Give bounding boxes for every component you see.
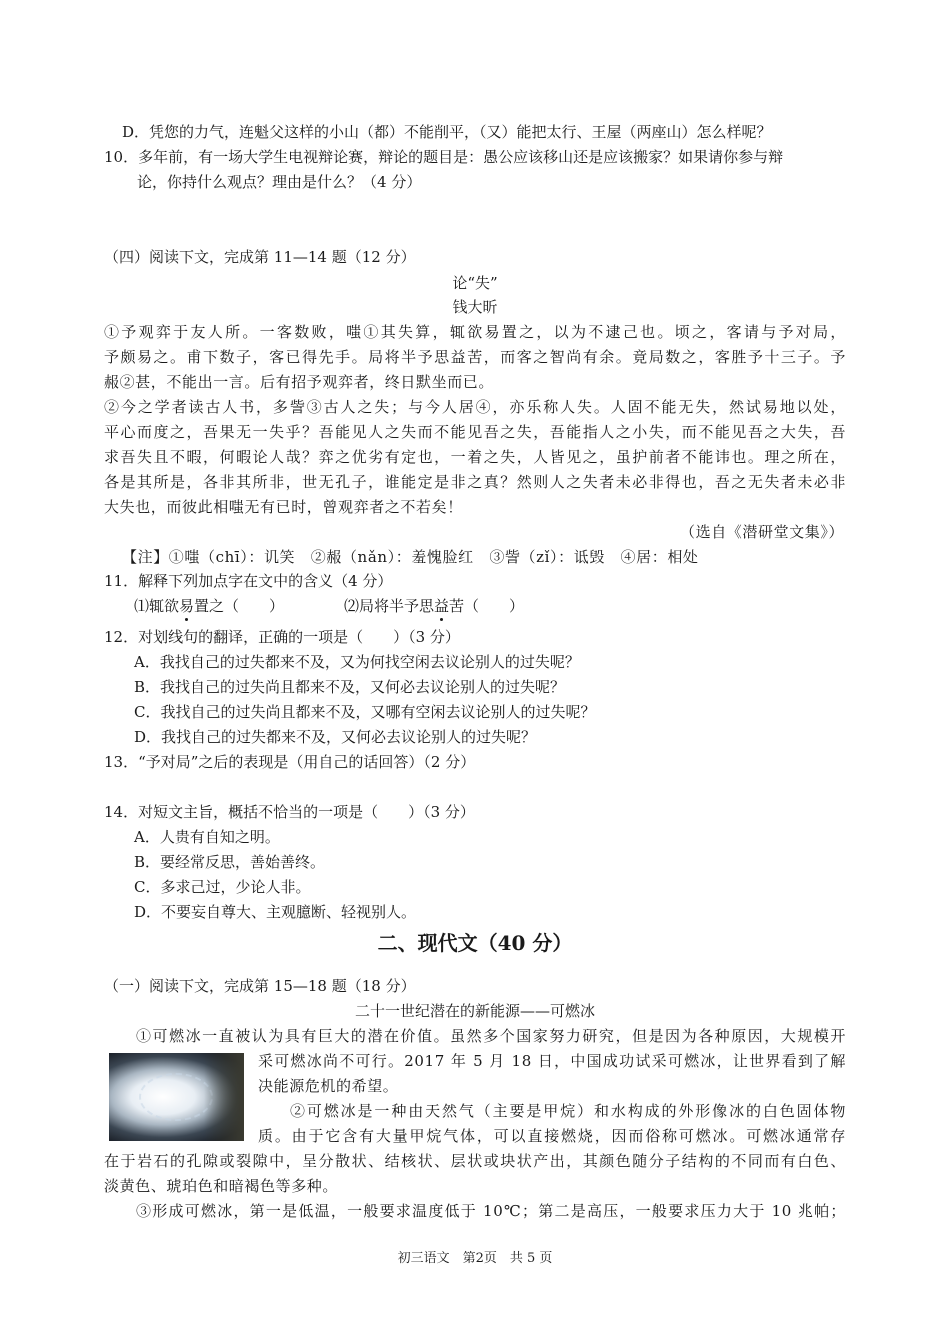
question-12: 12．对划线句的翻译，正确的一项是（ ）（3 分） <box>104 628 460 646</box>
section-2-sub1: （一）阅读下文，完成第 15—18 题（18 分） <box>104 977 416 995</box>
q12-option-a: A．我找自己的过失都来不及，又为何找空闲去议论别人的过失呢？ <box>134 653 580 671</box>
essay-title: 论“失” <box>452 274 498 292</box>
essay-para2-line4: 各是其所是，各非其所非，世无孔子，谁能定是非之真？然则人之失者未必非得也，吾之无失者未必非 <box>104 473 846 491</box>
q14-option-a: A．人贵有自知之明。 <box>134 828 280 846</box>
q11-b-dotted-char: 益 <box>434 597 450 615</box>
question-11: 11．解释下列加点字在文中的含义（4 分） <box>104 572 393 590</box>
option-d: D．凭您的力气，连魁父这样的小山（都）不能削平，（又）能把太行、王屋（两座山）怎么样呢？ <box>122 123 772 141</box>
essay-author: 钱大昕 <box>452 298 498 316</box>
question-10-cont: 论，你持什么观点？理由是什么？（4 分） <box>137 173 422 191</box>
q11-b-post: 苦（ ） <box>449 597 525 615</box>
question-14: 14．对短文主旨，概括不恰当的一项是（ ）（3 分） <box>104 803 475 821</box>
article-title: 二十一世纪潜在的新能源——可燃冰 <box>354 1002 595 1020</box>
essay-note: 【注】①嗤（chī）：讥笑 ②赧（nǎn）：羞愧脸红 ③訾（zǐ）：诋毁 ④居：相处 <box>122 548 699 566</box>
q14-option-b: B．要经常反思，善始善终。 <box>134 853 326 871</box>
combustible-ice-photo <box>109 1053 244 1141</box>
essay-para1-line2: 予颇易之。甫下数子，客已得先手。局将半予思益苦，而客之智尚有余。竟局数之，客胜予十三子。予 <box>104 348 846 366</box>
essay-para2-line5: 大失也，而彼此相嗤无有已时，曾观弈者之不若矣！ <box>104 498 463 516</box>
essay-para1-line1: ①予观弈于友人所。一客数败，嗤①其失算，辄欲易置之，以为不逮己也。顷之，客请与予对局， <box>104 323 846 341</box>
article-para3-line1: ③形成可燃冰，第一是低温，一般要求温度低于 10℃；第二是高压，一般要求压力大于 10 兆帕； <box>136 1202 846 1220</box>
essay-source: （选自《潜研堂文集》） <box>680 523 845 541</box>
q11-a-dotted-char: 易 <box>179 597 195 615</box>
article-para1-line2: 采可燃冰尚不可行。2017 年 5 月 18 日，中国成功试采可燃冰，让世界看到了解 <box>258 1052 846 1070</box>
q11-a-pre: ⑴辄欲 <box>134 597 180 615</box>
essay-para2-line2: 平心而度之，吾果无一失乎？吾能见人之失而不能见吾之失，吾能指人之小失，而不能见吾之大失，吾 <box>104 423 846 441</box>
q14-option-c: C．多求己过，少论人非。 <box>134 878 311 896</box>
q12-option-d: D．我找自己的过失都来不及，又何必去议论别人的过失呢？ <box>134 728 537 746</box>
article-para1-line3: 决能源危机的希望。 <box>258 1077 399 1095</box>
q11-a-post: 置之（ ） <box>194 597 285 615</box>
article-para2-line3: 在于岩石的孔隙或裂隙中，呈分散状、结核状、层状或块状产出，其颜色随分子结构的不同而有白色、 <box>104 1152 846 1170</box>
question-10: 10．多年前，有一场大学生电视辩论赛，辩论的题目是：愚公应该移山还是应该搬家？如果请你参与辩 <box>104 148 784 166</box>
essay-para2-line3: 求吾失且不暇，何暇论人哉？弈之优劣有定也，一着之失，人皆见之，虽护前者不能讳也。理之所在， <box>104 448 846 466</box>
question-11-a <box>134 596 284 616</box>
q11-b-pre: ⑵局将半予思 <box>344 597 435 615</box>
article-para1-line1: ①可燃冰一直被认为具有巨大的潜在价值。虽然多个国家努力研究，但是因为各种原因，大规模开 <box>136 1027 846 1045</box>
page-footer: 初三语文 第2页 共 5 页 <box>397 1251 553 1266</box>
essay-para2-line1: ②今之学者读古人书，多訾③古人之失；与今人居④，亦乐称人失。人固不能无失，然试易地以处， <box>104 398 846 416</box>
article-para2-line4: 淡黄色、琥珀色和暗褐色等多种。 <box>104 1177 339 1195</box>
section-2-heading: 二、现代文（40 分） <box>377 931 573 955</box>
q12-option-b: B．我找自己的过失尚且都来不及，又何必去议论别人的过失呢？ <box>134 678 566 696</box>
question-11-b <box>344 596 524 616</box>
article-para2-line2: 质。由于它含有大量甲烷气体，可以直接燃烧，因而俗称可燃冰。可燃冰通常存 <box>258 1127 846 1145</box>
q12-option-c: C．我找自己的过失尚且都来不及，又哪有空闲去议论别人的过失呢？ <box>134 703 596 721</box>
question-13: 13．“予对局”之后的表现是（用自己的话回答）（2 分） <box>104 753 476 771</box>
part4-heading: （四）阅读下文，完成第 11—14 题（12 分） <box>104 248 416 266</box>
essay-para1-line3: 赧②甚，不能出一言。后有招予观弈者，终日默坐而已。 <box>104 373 495 391</box>
q14-option-d: D．不要妄自尊大、主观臆断、轻视别人。 <box>134 903 417 921</box>
article-para2-line1: ②可燃冰是一种由天然气（主要是甲烷）和水构成的外形像冰的白色固体物 <box>290 1102 846 1120</box>
